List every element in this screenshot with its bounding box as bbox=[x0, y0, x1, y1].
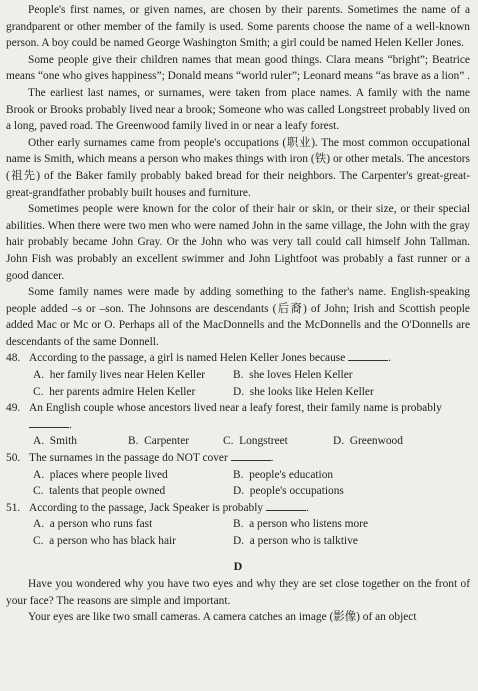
option-b[interactable]: B. she loves Helen Keller bbox=[233, 369, 353, 382]
passage-c-paragraph-1: People's first names, or given names, are chosen by their parents. Sometimes the name of a grandparent or other member of the family is used. Some parents choose the name of a well-known person. A boy could be named George Washington Smith; a girl could be named Helen Keller Jones. bbox=[6, 4, 470, 50]
questions bbox=[6, 350, 470, 549]
question-tail: . bbox=[305, 501, 309, 514]
answer-blank[interactable] bbox=[231, 450, 271, 461]
options bbox=[6, 467, 470, 500]
passage-d-paragraph-1: Have you wondered why you have two eyes and why they are set close together on the front of your face? The reasons are simple and important. bbox=[6, 578, 470, 607]
passage-d-paragraph-2: Your eyes are like two small cameras. A camera catches an image (影像) of an object bbox=[28, 611, 417, 624]
option-d[interactable]: D. people's occupations bbox=[233, 485, 344, 498]
question-50 bbox=[6, 450, 470, 500]
passage-c-paragraph-5: Sometimes people were known for the color of their hair or skin, or their size, or their special abilities. When there were two men who were named John in the same village, the John with the gray hair probably became John Gray. Or the John who was very tall could call himself John Tallman. John Fish was probably an excellent swimmer and John Lightfoot was probably a fast runner or a good dancer. bbox=[6, 203, 470, 282]
question-stem bbox=[6, 450, 470, 467]
question-tail: . bbox=[270, 452, 274, 465]
question-text: According to the passage, Jack Speaker is probably bbox=[29, 501, 264, 514]
option-b[interactable]: B. people's education bbox=[233, 468, 334, 481]
question-49 bbox=[6, 400, 470, 450]
option-a[interactable]: A. places where people lived bbox=[33, 468, 168, 481]
answer-blank[interactable] bbox=[29, 417, 69, 428]
option-c[interactable]: C. talents that people owned bbox=[33, 485, 166, 498]
option-b[interactable]: B. Carpenter bbox=[128, 435, 190, 448]
option-a[interactable]: A. her family lives near Helen Keller bbox=[33, 369, 206, 382]
question-51 bbox=[6, 500, 470, 550]
question-number: 49. bbox=[6, 402, 21, 415]
options bbox=[6, 367, 470, 400]
question-text: The surnames in the passage do NOT cover bbox=[29, 452, 228, 465]
answer-blank[interactable] bbox=[266, 500, 306, 511]
answer-blank[interactable] bbox=[348, 350, 388, 361]
options bbox=[6, 516, 470, 549]
question-number: 50. bbox=[6, 452, 21, 465]
option-c[interactable]: C. Longstreet bbox=[223, 435, 288, 448]
question-number: 48. bbox=[6, 352, 21, 365]
passage-c-paragraph-6: Some family names were made by adding something to the father's name. English-speaking people added –s or –son. The Johnsons are descendants (后裔) of John; Irish and Scottish people added Mac or Mc or O. Perhaps all of the MacDonnells and the McDonnells and the O'Donnells are descendants of the same Donnell. bbox=[6, 286, 470, 348]
options bbox=[6, 433, 470, 450]
passage-c bbox=[6, 2, 470, 350]
passage-d bbox=[6, 558, 470, 626]
question-number: 51. bbox=[6, 501, 21, 514]
option-c[interactable]: C. a person who has black hair bbox=[33, 535, 176, 547]
section-heading: D bbox=[233, 558, 243, 573]
passage-c-paragraph-2: Some people give their children names that mean good things. Clara means “bright”; Beatrice means “one who gives happiness”; Donald means “world ruler”; Leonard means “as brave as a lion” . bbox=[6, 53, 471, 83]
option-d[interactable]: D. a person who is talktive bbox=[233, 535, 358, 547]
question-tail: . bbox=[388, 352, 392, 365]
option-d[interactable]: D. Greenwood bbox=[333, 435, 403, 448]
option-d[interactable]: D. she looks like Helen Keller bbox=[233, 385, 374, 398]
option-a[interactable]: A. a person who runs fast bbox=[33, 518, 153, 531]
option-c[interactable]: C. her parents admire Helen Keller bbox=[33, 385, 196, 398]
question-text: An English couple whose ancestors lived near a leafy forest, their family name is probably bbox=[29, 402, 442, 415]
question-stem bbox=[6, 500, 470, 517]
option-a[interactable]: A. Smith bbox=[33, 435, 77, 448]
question-tail: . bbox=[69, 418, 72, 431]
question-stem bbox=[6, 400, 470, 433]
option-b[interactable]: B. a person who listens more bbox=[233, 518, 369, 531]
question-stem bbox=[6, 350, 470, 367]
passage-c-paragraph-4: Other early surnames came from people's occupations (职业). The most common occupational name is Smith, which means a person who makes things with iron (铁) or other metals. The ancestors (祖先) of the Baker family probably baked bread for their neighbors. The Carpenter's great-great-great-grandfather probably built houses and furniture. bbox=[6, 136, 470, 199]
question-48 bbox=[6, 350, 470, 400]
passage-c-paragraph-3: The earliest last names, or surnames, were taken from place names. A family with the name Brook or Brooks probably lived near a brook; Someone who was called Longstreet probably lived on a long, paved road. The Greenwood family lived in or near a leafy forest. bbox=[6, 86, 470, 133]
question-text: According to the passage, a girl is named Helen Keller Jones because bbox=[29, 352, 346, 365]
